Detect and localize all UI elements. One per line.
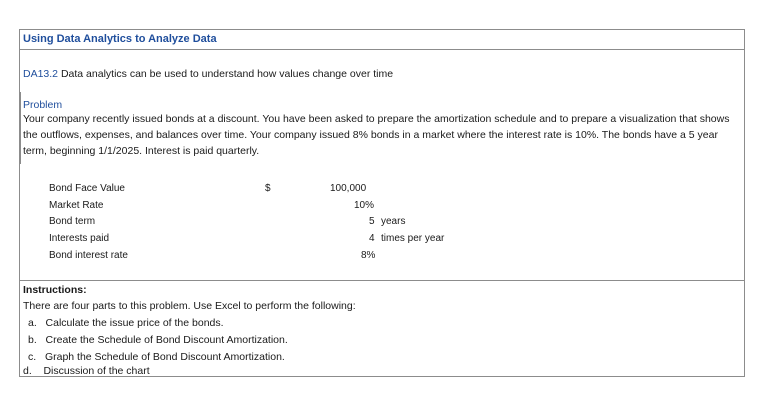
instructions-section [20,280,744,378]
instructions-heading: Instructions: [23,284,87,296]
instruction-item [28,351,285,363]
table-value: 100,000 [330,183,367,194]
problem-heading: Problem [23,99,63,111]
instruction-text: Calculate the issue price of the bonds. [45,317,224,329]
instruction-letter: d. [23,365,32,377]
table-label: Bond Face Value [49,183,125,194]
instructions-intro: There are four parts to this problem. Use Excel to perform the following: [23,300,356,312]
currency-symbol: $ [265,183,271,194]
problem-left-rule [20,92,21,164]
table-label: Interests paid [49,233,110,244]
table-unit: times per year [381,233,445,244]
title-row [20,30,744,50]
instruction-text: Graph the Schedule of Bond Discount Amortization. [44,351,285,363]
page-title: Using Data Analytics to Analyze Data [23,33,217,45]
worksheet-frame [19,29,745,377]
instruction-letter: b. [28,334,37,346]
table-value: 8% [361,250,376,261]
instruction-item [28,334,288,346]
table-value: 5 [369,216,375,227]
da-description: Data analytics can be used to understand how values change over time [60,68,394,80]
table-value: 10% [354,200,375,211]
table-label: Bond term [49,216,96,227]
table-label: Market Rate [49,200,104,211]
instruction-item [23,365,150,377]
instruction-letter: c. [28,351,37,363]
table-unit: years [381,216,406,227]
da-line [23,68,393,80]
instruction-text: Create the Schedule of Bond Discount Amortization. [45,334,288,346]
instruction-text: Discussion of the chart [43,365,150,377]
table-label: Bond interest rate [49,250,128,261]
instruction-letter: a. [28,317,37,329]
instruction-item [28,317,224,329]
problem-text: Your company recently issued bonds at a discount. You have been asked to prepare the amortization schedule and to prepare a visualization that shows the outflows, expenses, and balances over time. Your company issued 8% bonds in a market where the interest rate is 10%. The bonds have a 5 year term, beginning 1/1/2025. Interest is paid quarterly. [23,113,730,157]
da-code: DA13.2 [23,68,59,80]
table-value: 4 [369,233,375,244]
